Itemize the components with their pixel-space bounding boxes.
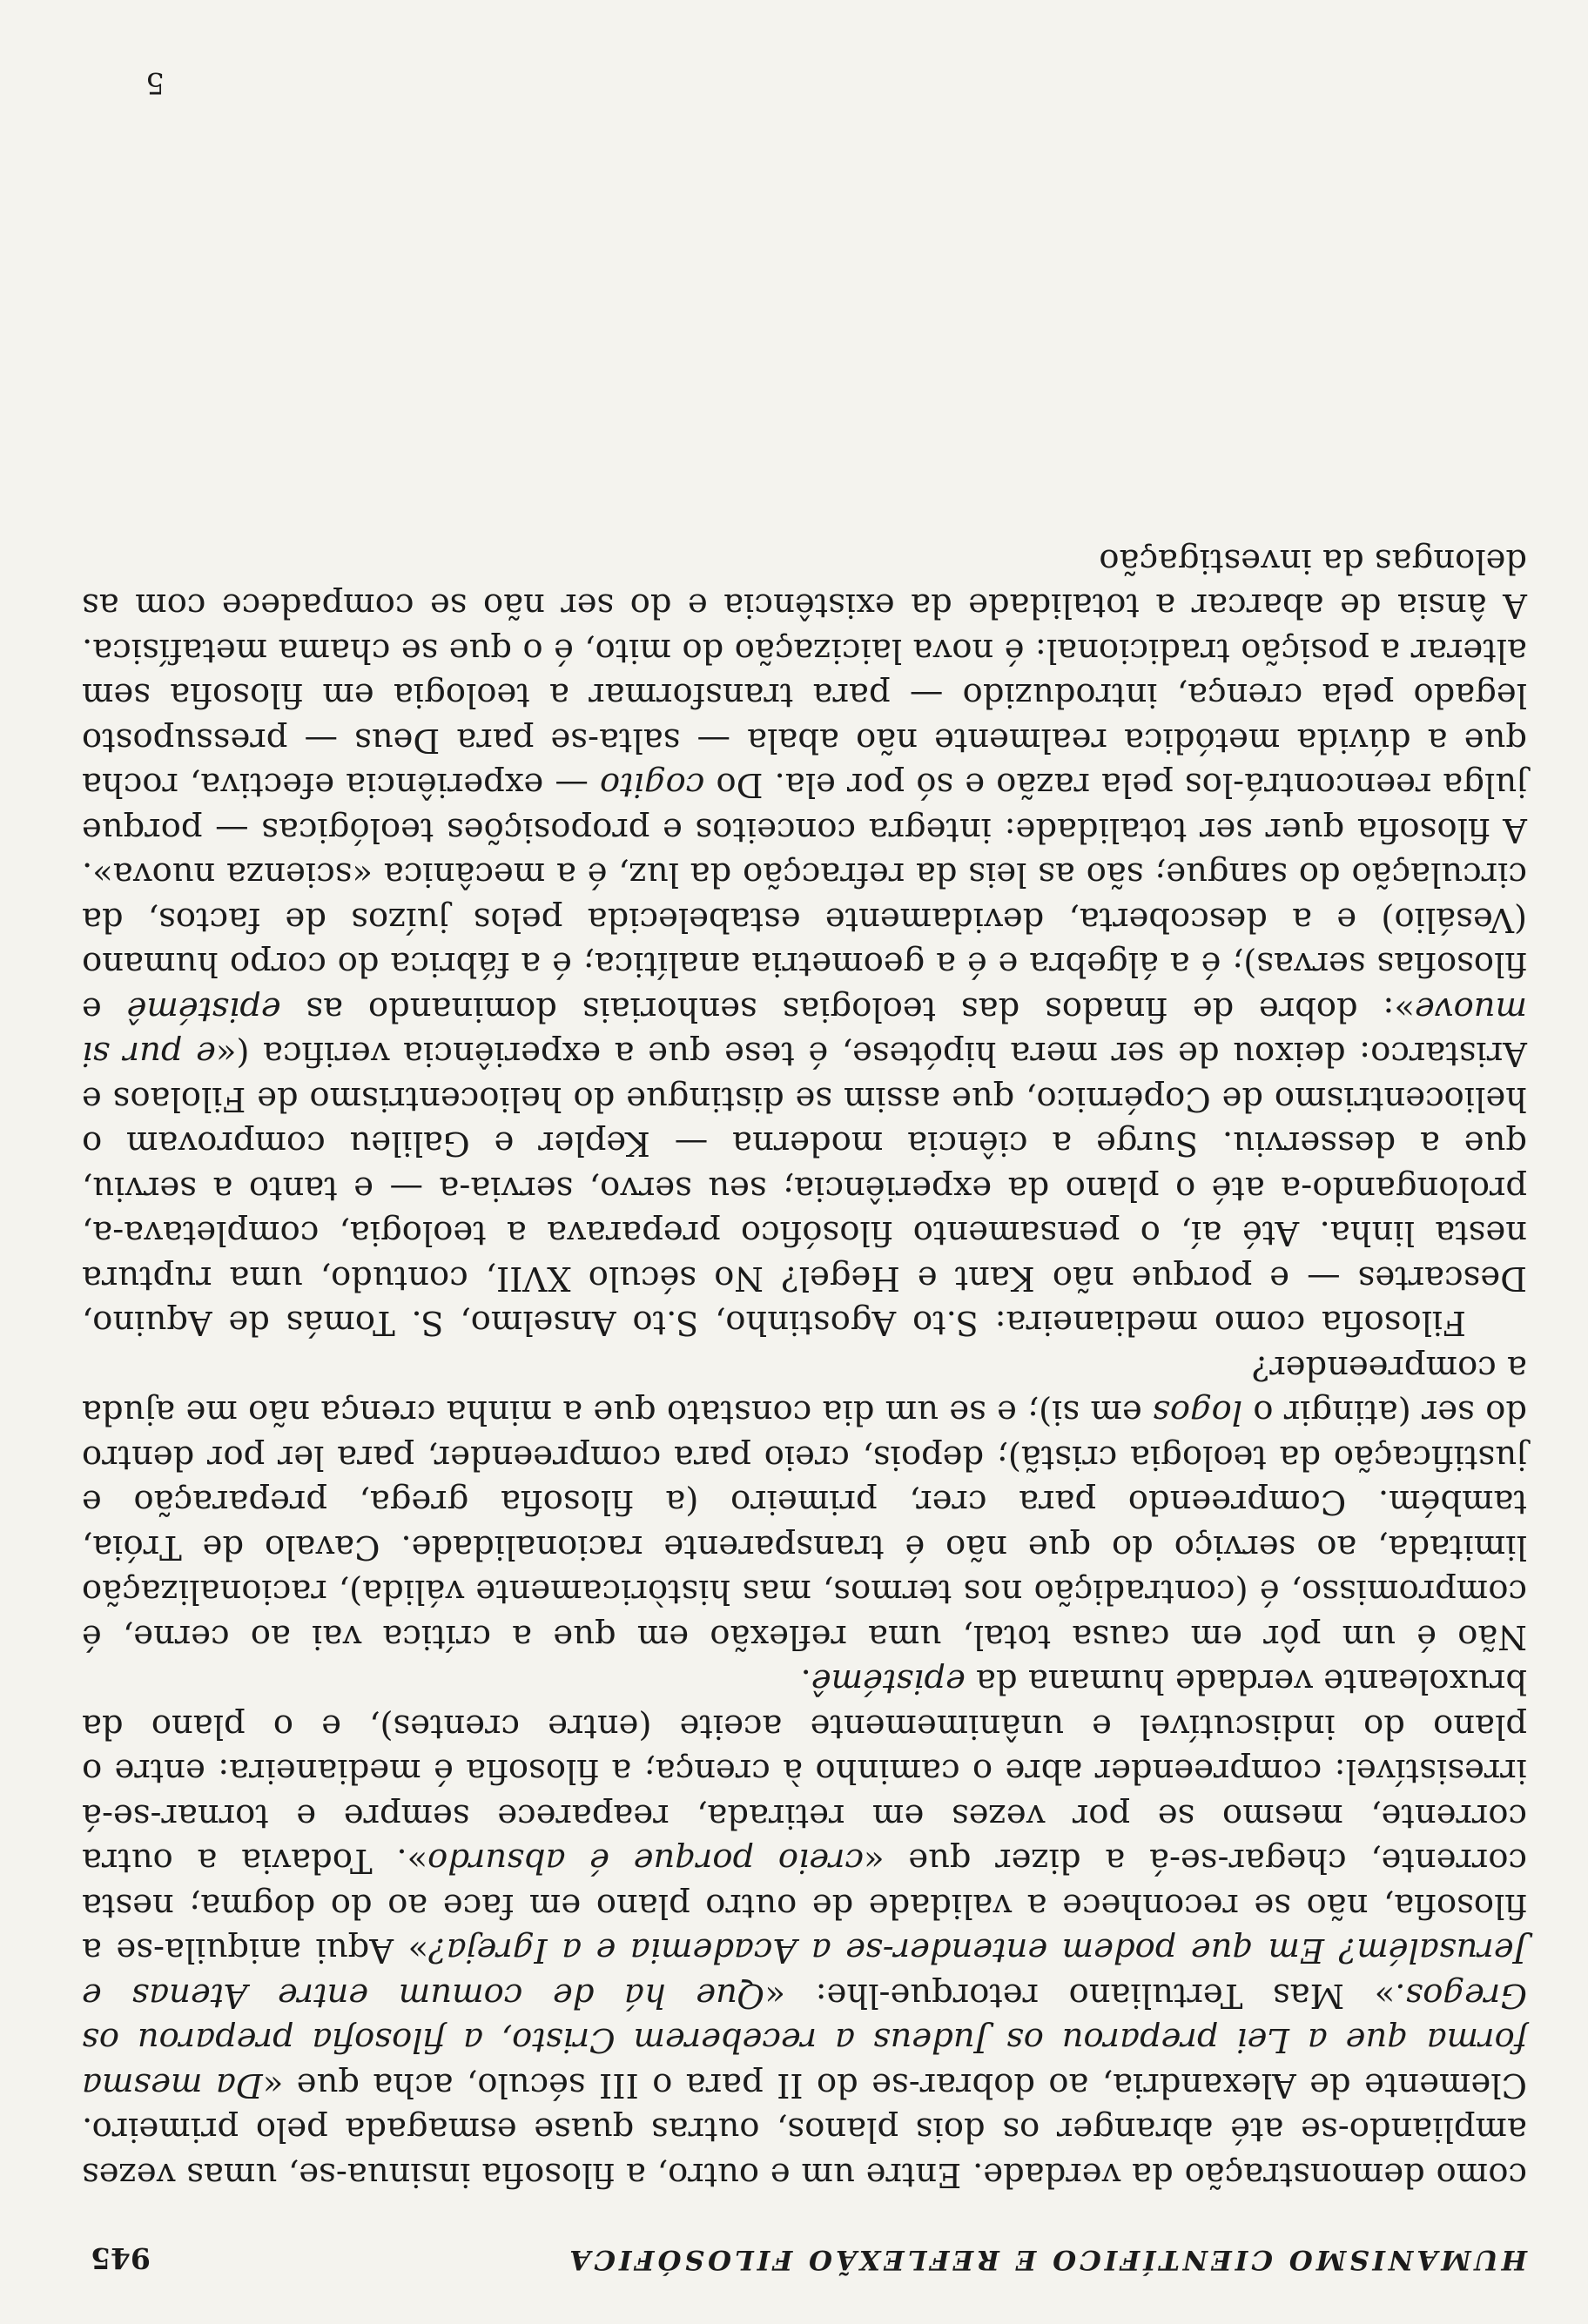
italic-run: Que há de comum entre Atenas e Jerusalém? Em que podem entender-se a Academia e a Igreja?	[82, 1931, 1527, 2015]
text-run: Filosofia como medianeira: S.to Agostinho, S.to Anselmo, S. Tomás de Aquino, Descartes — e porque não Kant e Hegel? No século XVII, contudo, uma ruptura nesta linha. Até aí, o pensamento filosófico preparava a teologia, completava-a, prolongando-a até o plano da experiência; seu servo, servia-a — e tanto a serviu, que a desserviu. Surge a ciência moderna — Kepler e Galileu comprovam o heliocentrismo de Copérnico, que assim se distingue do heliocentrismo de Filolaos e Aristarco: deixou de ser mera hipótese, é tese que a experiência verifica («	[82, 1034, 1527, 1343]
italic-run: creio porque é absurdo	[427, 1841, 865, 1881]
text-run: » Aqui aniquila-se a filosofia, não se reconhece a validade de outro plano em face ao do dogma; nesta corrente, chegar-se-á a dizer que «	[82, 1841, 1527, 1971]
signature-mark: 5	[145, 65, 165, 100]
text-run: » Mas Tertuliano retorque-lhe: «	[764, 1976, 1396, 2015]
text-run: e filosofias servas); é a álgebra e é a geometria analítica; é a fábrica do corpo humano (Vesálio) e a descoberta, devidamente estabelecida pelos juízos de factos, da circulação do sangue; são as leis da refracção da luz, é a mecânica «scienza nuova». A filosofia quer ser totalidade: integra conceitos e proposições teológicas — porque julga reencontrá-los pela razão e só por ela. Do	[82, 765, 1527, 1029]
body-text	[82, 539, 1527, 2198]
text-run: Não é um pôr em causa total, uma reflexão em que a crítica vai ao cerne, é compromisso, é (contradição nos termos, mas històricamente válida), racionalização limitada, ao serviço do que não é transparente racionalidade. Cavalo de Tróia, também. Compreendo para crer, primeiro (a filosofia grega, preparação e justificação da teologia cristã); depois, creio para compreender, para ler por dentro do ser (atingir o	[82, 1393, 1527, 1656]
paragraph	[82, 1346, 1527, 1660]
italic-run: cogito	[599, 765, 705, 805]
text-run: como demonstração da verdade. Entre um e outro, a filosofia insinua-se, umas vezes ampliando-se até abranger os dois planos, outras quase esmagada pelo primeiro. Clemente de Alexandria, ao dobrar-se do II para o III século, acha que «	[82, 2065, 1527, 2194]
italic-run: epistémê	[811, 1662, 966, 1702]
page-header	[91, 2227, 1527, 2275]
italic-run: epistémê	[126, 990, 281, 1029]
text-run: — experiência efectiva, rocha que a dúvida metódica realmente não abala — salta-se para Deus — pressuposto legado pela crença, introduzido — para transformar a teologia em filosofia sem alterar a posição tradicional: é nova laicização do mito, é o que se chama metafísica. A ânsia de abarcar a totalidade da existência e do ser não se compadece com as delongas da investigação	[82, 541, 1527, 805]
paragraph	[82, 539, 1527, 1346]
italic-run: logos	[1153, 1393, 1243, 1433]
text-run: »: dobre de finados das teologias senhoriais dominando as	[280, 990, 1415, 1029]
page-number: 945	[91, 2241, 151, 2275]
italic-run: Da mesma forma que a Lei preparou os Judeus a receberem Cristo, a filosofia preparou os Gregos.	[82, 1976, 1527, 2105]
running-title: HUMANISMO CIENTÍFICO E REFLEXÃO FILOSÓFICA	[566, 2244, 1527, 2275]
text-run: em si); e se um dia constato que a minha crença não me ajuda a compreender?	[82, 1348, 1527, 1433]
paragraph	[82, 1659, 1527, 2197]
italic-run: e pur si muove	[82, 990, 1527, 1074]
text-run: .	[800, 1662, 811, 1702]
text-run: ». Todavia a outra corrente, mesmo se por vezes em retirada, reaparece sempre e tornar-se-á irresistível: compreender abre o caminho à crença; a filosofia é medianeira: entre o plano do indiscutível e unânimemente aceite (entre crentes), e o plano da bruxoleante verdade humana da	[82, 1662, 1527, 1881]
